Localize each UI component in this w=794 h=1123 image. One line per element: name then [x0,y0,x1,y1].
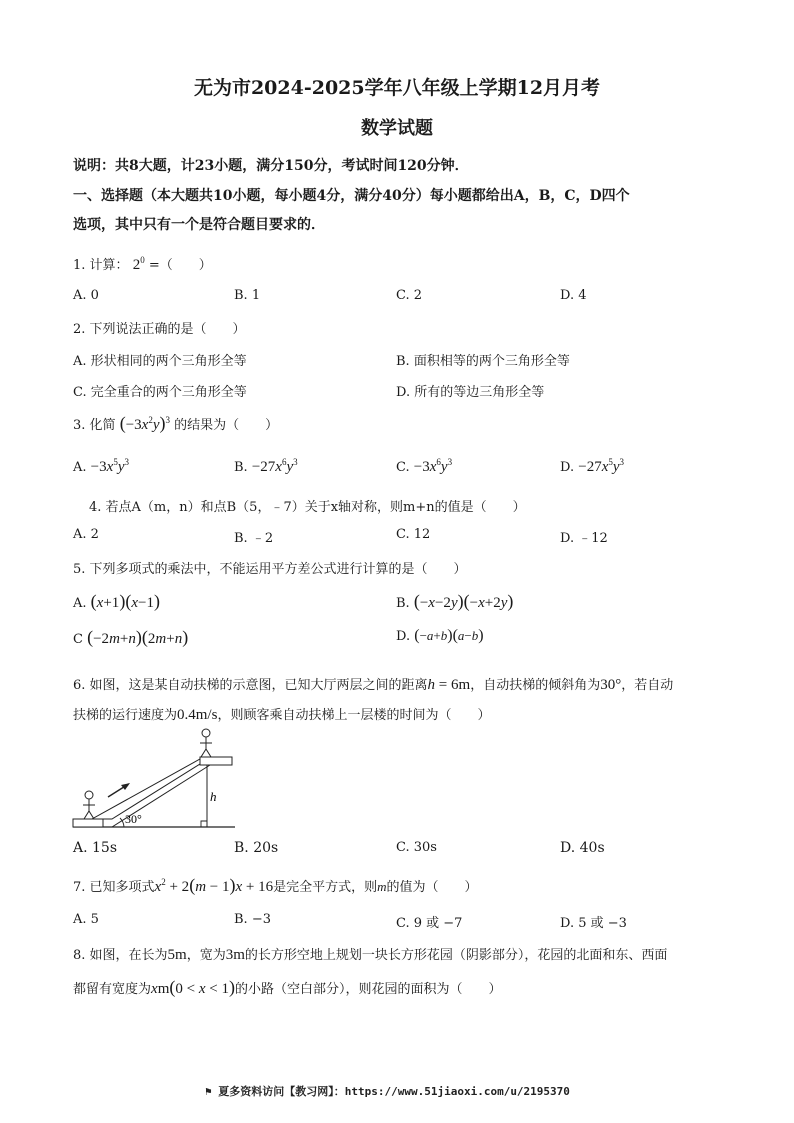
right-angle-mark [201,821,207,827]
section-heading-line1: 一、选择题（本大题共10小题，每小题4分，满分40分）每小题都给出A，B，C，D四个 [73,188,630,204]
exam-title: 无为市2024-2025学年八年级上学期12月月考 [193,77,601,99]
upper-floor [200,757,232,765]
question-3 [73,413,278,434]
q6-height-value: h = 6m [427,677,471,693]
question-4-text: 4. 若点A（m，n）和点B（5，﹣7）关于x轴对称，则m+n的值是（ ） [89,500,526,515]
question-8-line2: 都留有宽度为xm(0 < x < 1)的小路（空白部分），则花园的面积为（ ） [73,977,502,997]
height-label: h [210,789,217,804]
q7-option-a: A. 5 [73,912,99,927]
q6-option-d: D. 40s [560,840,605,856]
q4-option-a: A. 2 [73,527,99,542]
escalator-band [92,759,208,819]
q5-option-c: C (−2m+n)(2m+n) [73,627,189,647]
footer-link[interactable] [205,1083,570,1099]
question-1-expression: $2^0$ [132,255,145,273]
lower-person-icon [83,791,95,819]
q4-option-b: B. ﹣2 [234,531,274,546]
question-3-tail: 的结果为（ ） [174,418,279,433]
q2-option-b: B. 面积相等的两个三角形全等 [396,354,570,369]
section-heading-line2: 选项，其中只有一个是符合题目要求的． [73,217,325,233]
q7-option-b: B. −3 [234,912,271,927]
q3-option-d: D. $-27x^5y^3$ [560,457,625,475]
q6-speed-value: 0.4m/s [177,707,218,723]
q7-polynomial: $x^2 + 2(m - 1)x + 16$ [154,875,274,895]
q3-option-c: C. $-3x^6y^3$ [396,457,453,475]
footer-text: 夏多资料访问【教习网】：https://www.51jiaoxi.com/u/2195370 [218,1085,570,1098]
question-1-text: 1. 计算： [73,258,129,273]
q6-option-b: B. 20s [234,840,279,856]
q2-option-c: C. 完全重合的两个三角形全等 [73,385,247,400]
q6-option-c: C. 30s [396,840,437,855]
question-1-tail: =（ ） [148,258,212,273]
q2-option-a: A. 形状相同的两个三角形全等 [73,354,247,369]
q6-option-a: A. 15s [73,840,118,856]
q1-option-b: B. 1 [234,288,261,303]
lower-landing [73,819,103,827]
question-6-line2: 扶梯的运行速度为0.4m/s，则顾客乘自动扶梯上一层楼的时间为（ ） [73,707,491,723]
q1-option-d: D. 4 [560,288,587,303]
question-3-expression: $(-3x^2y)^3$ [119,413,170,433]
question-3-text: 3. 化简 [73,418,116,433]
flag-icon: ⚑ [205,1085,212,1098]
question-1 [73,254,212,274]
q1-option-c: C. 2 [396,288,423,303]
escalator-figure [70,726,240,832]
q4-option-d: D. ﹣12 [560,531,608,546]
q5-option-a: A. (x+1)(x−1) [73,591,160,611]
q5-option-b: B. (−x−2y)(−x+2y) [396,591,514,611]
q2-option-d: D. 所有的等边三角形全等 [396,385,545,400]
question-2-text: 2. 下列说法正确的是（ ） [73,322,246,337]
q3-option-a: A. $-3x^5y^3$ [73,457,129,475]
q4-option-c: C. 12 [396,527,431,542]
q6-angle-value: 30° [600,677,622,693]
q3-option-b: B. $-27x^6y^3$ [234,457,298,475]
upper-person-icon [200,729,212,757]
q7-option-c: C. 9 或 −7 [396,916,463,931]
question-5-text: 5. 下列多项式的乘法中，不能运用平方差公式进行计算的是（ ） [73,562,467,577]
q5-option-d: D. (−a+b)(a−b) [396,627,484,644]
exam-note: 说明：共8大题，计23小题，满分150分，考试时间120分钟． [73,158,469,174]
exam-subtitle: 数学试题 [361,118,433,139]
q7-option-d: D. 5 或 −3 [560,916,627,931]
arrow-head [121,783,130,790]
question-8-line1: 8. 如图，在长为5m，宽为3m的长方形空地上规划一块长方形花园（阴影部分），花园的北面和东、西面 [73,947,668,963]
question-7: 7. 已知多项式$x^2 + 2(m - 1)x + 16$是完全平方式，则m的值为（ ） [73,875,478,895]
question-6-line1: 6. 如图，这是某自动扶梯的示意图，已知大厅两层之间的距离h = 6m，自动扶梯的倾斜角为30°，若自动 [73,677,674,693]
angle-label: 30° [125,812,142,826]
q1-option-a: A. 0 [73,288,99,303]
